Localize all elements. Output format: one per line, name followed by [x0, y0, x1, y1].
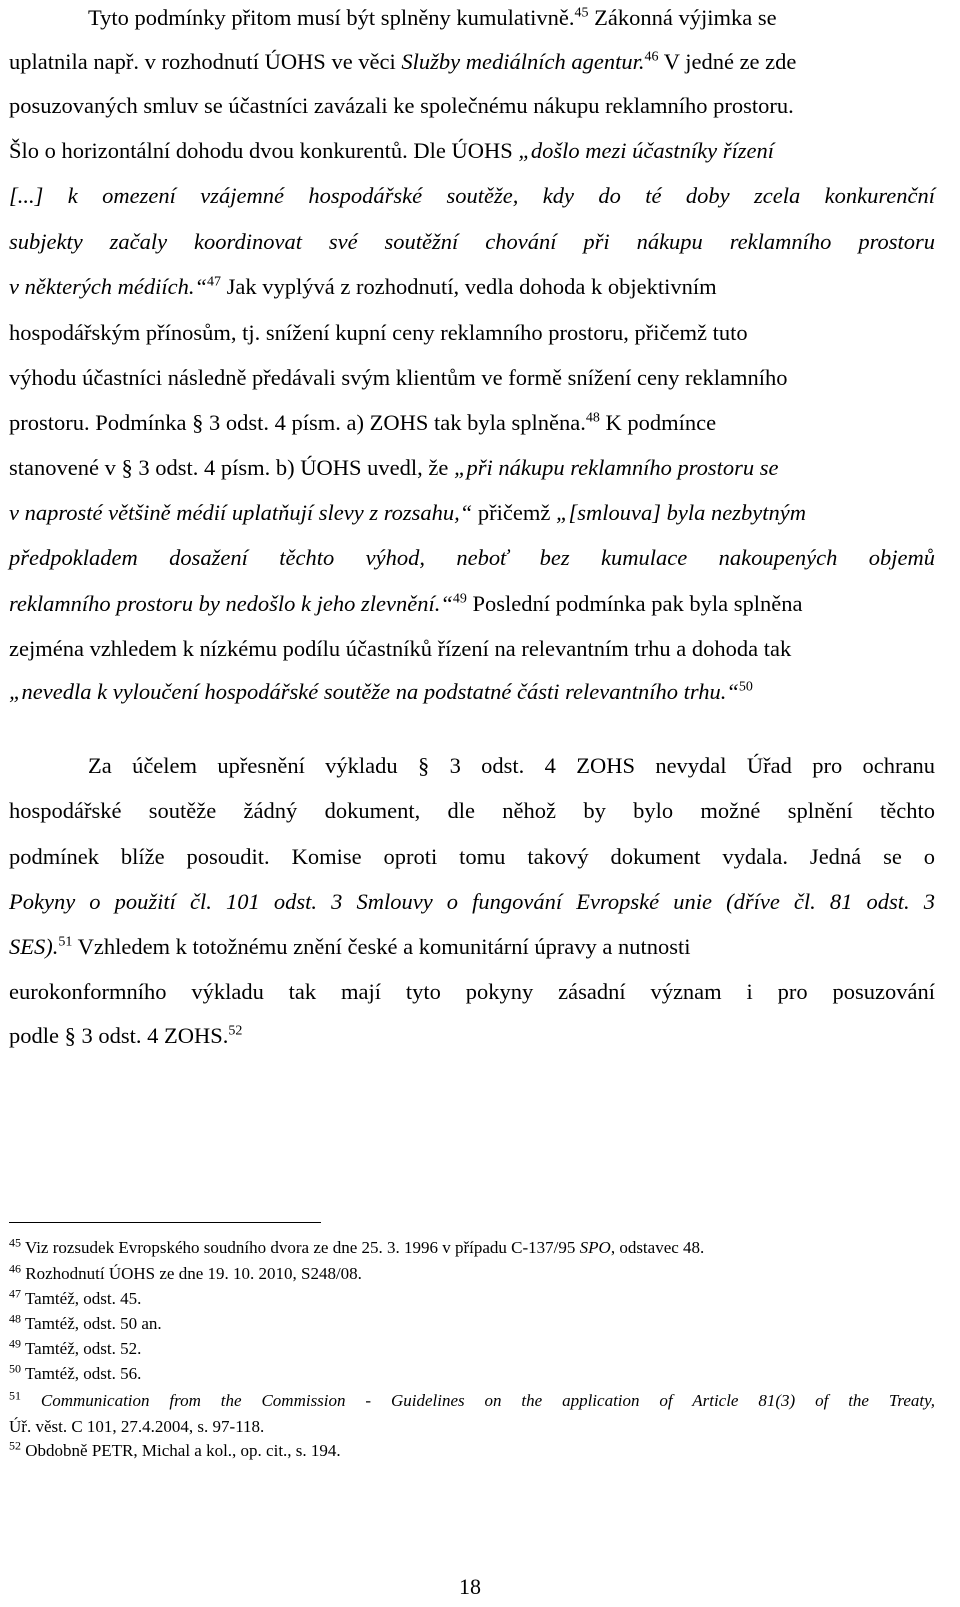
body-line [9, 181, 935, 211]
text: Tamtéž, odst. 50 an. [24, 1314, 162, 1333]
text: Tamtéž, odst. 45. [24, 1289, 142, 1308]
body-line [9, 272, 935, 302]
text: Vzhledem k totožnému znění české a komunitární úpravy a nutnosti [72, 934, 691, 959]
italic-text: „[smlouva] byla nezbytným [556, 500, 806, 525]
footnote-52 [9, 1440, 935, 1462]
italic-text: [...] k omezení vzájemné hospodářské soutěže, kdy do té doby zcela konkurenční [9, 183, 935, 208]
text: , odstavec 48. [610, 1238, 705, 1257]
footnote-48 [9, 1313, 935, 1335]
footnote-number: 51 [9, 1388, 21, 1403]
footnote-number: 50 [9, 1361, 21, 1376]
text: Poslední podmínka pak byla splněna [466, 591, 803, 616]
text: uplatnila např. v rozhodnutí ÚOHS ve věci [9, 49, 402, 74]
body-line: hospodářské soutěže žádný dokument, dle něhož by bylo možné splnění těchto [9, 798, 935, 823]
body-line [9, 932, 935, 962]
body-line: eurokonformního výkladu tak mají tyto pokyny zásadní význam i pro posuzování [9, 979, 935, 1004]
footnote-ref[interactable]: 50 [738, 679, 753, 695]
footnote-number: 45 [9, 1235, 21, 1250]
body-line [9, 887, 935, 917]
text: Šlo o horizontální dohodu dvou konkurentů. Dle ÚOHS [9, 138, 519, 163]
body-line [9, 677, 935, 707]
footnote-separator [9, 1222, 321, 1223]
footnote-50 [9, 1363, 935, 1385]
page-number: 18 [459, 1574, 481, 1599]
italic-text: předpokladem dosažení těchto výhod, neboť bez kumulace nakoupených objemů [9, 545, 935, 570]
text: Tamtéž, odst. 52. [24, 1339, 142, 1358]
body-line [88, 3, 935, 33]
body-line [9, 498, 935, 528]
footnote-ref[interactable]: 51 [58, 934, 73, 950]
text: Tamtéž, odst. 56. [24, 1364, 142, 1383]
italic-text: subjekty začaly koordinovat své soutěžní chování při nákupu reklamního prostoru [9, 229, 935, 254]
text: podle § 3 odst. 4 ZOHS. [9, 1023, 229, 1048]
body-line [9, 589, 935, 619]
footnote-number: 52 [9, 1438, 21, 1453]
italic-text: SES). [9, 934, 59, 959]
footnote-51-continued: Úř. věst. C 101, 27.4.2004, s. 97-118. [9, 1417, 265, 1436]
footnote-45 [9, 1237, 935, 1259]
text: prostoru. Podmínka § 3 odst. 4 písm. a) ZOHS tak byla splněna. [9, 410, 586, 435]
text: přičemž [472, 500, 557, 525]
footnote-number: 46 [9, 1261, 21, 1276]
footnote-ref[interactable]: 47 [207, 274, 222, 290]
italic-text: „nevedla k vyloučení hospodářské soutěže na podstatné části relevantního trhu.“ [9, 679, 739, 704]
text: Jak vyplývá z rozhodnutí, vedla dohoda k objektivním [221, 274, 717, 299]
body-line: výhodu účastníci následně předávali svým klientům ve formě snížení ceny reklamního [9, 365, 788, 390]
footnote-ref[interactable]: 48 [585, 410, 600, 426]
text: stanovené v § 3 odst. 4 písm. b) ÚOHS uvedl, že [9, 455, 454, 480]
text: Obdobně PETR, Michal a kol., op. cit., s. 194. [25, 1441, 341, 1460]
italic-text: „při nákupu reklamního prostoru se [453, 455, 779, 480]
body-line [9, 543, 935, 573]
text: Rozhodnutí ÚOHS ze dne 19. 10. 2010, S248/08. [25, 1264, 362, 1283]
footnote-number: 47 [9, 1286, 21, 1301]
body-line [9, 408, 935, 438]
italic-text: v některých médiích.“ [9, 274, 208, 299]
italic-text: SPO [579, 1238, 611, 1257]
footnote-47 [9, 1288, 935, 1310]
footnote-ref[interactable]: 49 [452, 591, 467, 607]
text: Viz rozsudek Evropského soudního dvora ze dne 25. 3. 1996 v případu C-137/95 [24, 1238, 580, 1257]
body-line: zejména vzhledem k nízkému podílu účastníků řízení na relevantním trhu a dohoda tak [9, 636, 792, 661]
body-line [9, 453, 935, 483]
footnote-number: 49 [9, 1336, 21, 1351]
text: V jedné ze zde [658, 49, 797, 74]
italic-text: „došlo mezi účastníky řízení [518, 138, 774, 163]
body-line: hospodářským přínosům, tj. snížení kupní ceny reklamního prostoru, přičemž tuto [9, 320, 748, 345]
text: Zákonná výjimka se [588, 5, 777, 30]
italic-text: Pokyny o použití čl. 101 odst. 3 Smlouvy o fungování Evropské unie (dříve čl. 81 odst. 3 [9, 889, 935, 914]
italic-text: v naprosté většině médií uplatňují slevy z rozsahu,“ [9, 500, 473, 525]
footnote-ref[interactable]: 45 [574, 5, 589, 21]
footnote-ref[interactable]: 46 [644, 49, 659, 65]
footnote-51 [9, 1390, 935, 1412]
text: K podmínce [599, 410, 717, 435]
body-line: podmínek blíže posoudit. Komise oproti tomu takový dokument vydala. Jedná se o [9, 844, 935, 869]
footnote-ref[interactable]: 52 [228, 1023, 243, 1039]
text: Tyto podmínky přitom musí být splněny kumulativně. [88, 5, 575, 30]
footnote-46 [9, 1263, 935, 1285]
italic-text: Služby mediálních agentur. [401, 49, 645, 74]
body-line [9, 47, 935, 77]
body-line [9, 1021, 935, 1051]
body-line: posuzovaných smluv se účastníci zavázali ke společnému nákupu reklamního prostoru. [9, 93, 794, 118]
footnote-49 [9, 1338, 935, 1360]
body-line: Za účelem upřesnění výkladu § 3 odst. 4 ZOHS nevydal Úřad pro ochranu [88, 753, 935, 778]
footnote-number: 48 [9, 1311, 21, 1326]
italic-text: Communication from the Commission - Guidelines on the application of Article 81(3) of the Treaty, [40, 1391, 936, 1410]
italic-text: reklamního prostoru by nedošlo k jeho zlevnění.“ [9, 591, 453, 616]
body-line [9, 136, 935, 166]
body-line [9, 227, 935, 257]
